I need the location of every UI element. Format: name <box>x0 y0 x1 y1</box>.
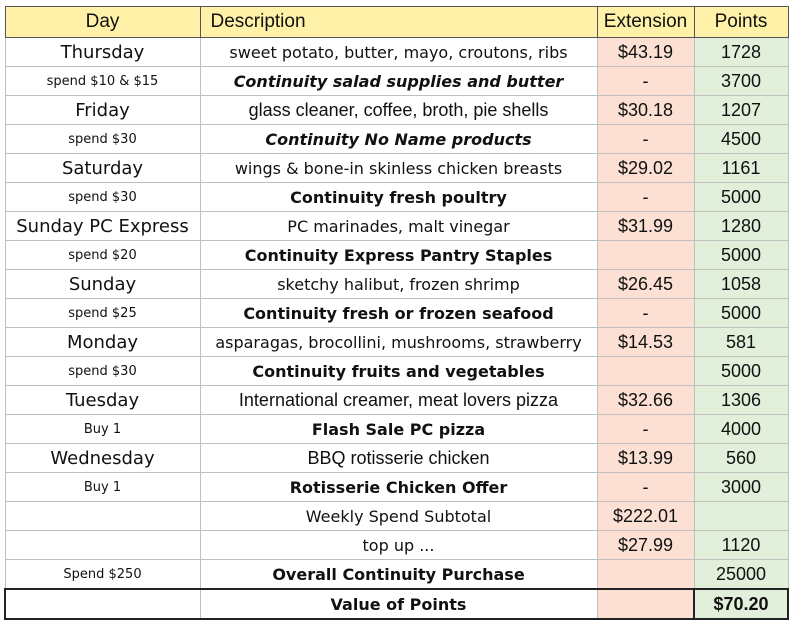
total-points-cell[interactable]: $70.20 <box>694 589 788 619</box>
table-row <box>5 531 788 560</box>
extension-cell[interactable] <box>597 357 694 386</box>
extension-cell[interactable]: $43.19 <box>597 38 694 67</box>
day-cell[interactable]: spend $10 & $15 <box>5 67 200 96</box>
points-cell[interactable]: 581 <box>694 328 788 357</box>
table-row <box>5 125 788 154</box>
day-cell[interactable]: spend $30 <box>5 183 200 212</box>
day-cell[interactable]: Buy 1 <box>5 415 200 444</box>
description-cell[interactable]: Flash Sale PC pizza <box>200 415 597 444</box>
day-cell[interactable]: Friday <box>5 96 200 125</box>
description-cell[interactable]: Continuity fruits and vegetables <box>200 357 597 386</box>
description-cell[interactable]: Rotisserie Chicken Offer <box>200 473 597 502</box>
points-cell[interactable]: 1120 <box>694 531 788 560</box>
day-cell[interactable]: spend $30 <box>5 125 200 154</box>
table-row <box>5 473 788 502</box>
day-cell[interactable]: Tuesday <box>5 386 200 415</box>
description-cell[interactable]: BBQ rotisserie chicken <box>200 444 597 473</box>
points-cell[interactable]: 1161 <box>694 154 788 183</box>
description-cell[interactable]: International creamer, meat lovers pizza <box>200 386 597 415</box>
description-cell[interactable]: Continuity salad supplies and butter <box>200 67 597 96</box>
day-cell[interactable]: Buy 1 <box>5 473 200 502</box>
day-cell[interactable]: spend $20 <box>5 241 200 270</box>
points-cell[interactable]: 3700 <box>694 67 788 96</box>
table-row <box>5 444 788 473</box>
description-cell[interactable]: Continuity fresh poultry <box>200 183 597 212</box>
points-cell[interactable]: 1728 <box>694 38 788 67</box>
points-cell[interactable]: 560 <box>694 444 788 473</box>
description-cell[interactable]: Overall Continuity Purchase <box>200 560 597 590</box>
extension-cell[interactable]: $27.99 <box>597 531 694 560</box>
table-row <box>5 560 788 590</box>
extension-cell[interactable]: $222.01 <box>597 502 694 531</box>
points-cell[interactable]: 5000 <box>694 357 788 386</box>
points-cell[interactable]: 1280 <box>694 212 788 241</box>
table-row <box>5 357 788 386</box>
points-cell[interactable]: 4500 <box>694 125 788 154</box>
table-row <box>5 67 788 96</box>
day-cell[interactable] <box>5 531 200 560</box>
points-cell[interactable]: 5000 <box>694 241 788 270</box>
total-extension-cell[interactable] <box>597 589 694 619</box>
day-cell[interactable]: Spend $250 <box>5 560 200 590</box>
day-cell[interactable] <box>5 502 200 531</box>
description-cell[interactable]: top up ... <box>200 531 597 560</box>
table-row <box>5 415 788 444</box>
extension-cell[interactable]: - <box>597 415 694 444</box>
table-row <box>5 154 788 183</box>
day-cell[interactable]: spend $30 <box>5 357 200 386</box>
extension-cell[interactable]: - <box>597 183 694 212</box>
header-day[interactable]: Day <box>5 7 200 38</box>
extension-cell[interactable] <box>597 560 694 590</box>
table-row <box>5 270 788 299</box>
points-cell[interactable]: 5000 <box>694 183 788 212</box>
extension-cell[interactable]: $31.99 <box>597 212 694 241</box>
description-cell[interactable]: sweet potato, butter, mayo, croutons, ribs <box>200 38 597 67</box>
extension-cell[interactable]: $14.53 <box>597 328 694 357</box>
day-cell[interactable]: Thursday <box>5 38 200 67</box>
total-description-cell[interactable]: Value of Points <box>200 589 597 619</box>
extension-cell[interactable]: - <box>597 299 694 328</box>
table-row <box>5 502 788 531</box>
total-row <box>5 589 788 619</box>
table-row <box>5 212 788 241</box>
points-cell[interactable]: 5000 <box>694 299 788 328</box>
description-cell[interactable]: wings & bone-in skinless chicken breasts <box>200 154 597 183</box>
points-cell[interactable]: 1306 <box>694 386 788 415</box>
points-cell[interactable]: 3000 <box>694 473 788 502</box>
table-row <box>5 96 788 125</box>
description-cell[interactable]: sketchy halibut, frozen shrimp <box>200 270 597 299</box>
description-cell[interactable]: PC marinades, malt vinegar <box>200 212 597 241</box>
table-row <box>5 386 788 415</box>
total-day-cell[interactable] <box>5 589 200 619</box>
description-cell[interactable]: Continuity Express Pantry Staples <box>200 241 597 270</box>
table-row <box>5 241 788 270</box>
description-cell[interactable]: Continuity No Name products <box>200 125 597 154</box>
points-cell[interactable] <box>694 502 788 531</box>
extension-cell[interactable]: $26.45 <box>597 270 694 299</box>
table-row <box>5 38 788 67</box>
extension-cell[interactable]: $13.99 <box>597 444 694 473</box>
points-cell[interactable]: 4000 <box>694 415 788 444</box>
points-spreadsheet <box>4 6 789 620</box>
table-row <box>5 183 788 212</box>
day-cell[interactable]: Wednesday <box>5 444 200 473</box>
day-cell[interactable]: Sunday PC Express <box>5 212 200 241</box>
day-cell[interactable]: Monday <box>5 328 200 357</box>
description-cell[interactable]: Weekly Spend Subtotal <box>200 502 597 531</box>
extension-cell[interactable]: - <box>597 473 694 502</box>
extension-cell[interactable]: $29.02 <box>597 154 694 183</box>
extension-cell[interactable]: $30.18 <box>597 96 694 125</box>
table-row <box>5 299 788 328</box>
header-extension[interactable]: Extension <box>597 7 694 38</box>
points-cell[interactable]: 1207 <box>694 96 788 125</box>
extension-cell[interactable] <box>597 241 694 270</box>
description-cell[interactable]: glass cleaner, coffee, broth, pie shells <box>200 96 597 125</box>
points-cell[interactable]: 25000 <box>694 560 788 590</box>
extension-cell[interactable]: $32.66 <box>597 386 694 415</box>
extension-cell[interactable]: - <box>597 125 694 154</box>
description-cell[interactable]: Continuity fresh or frozen seafood <box>200 299 597 328</box>
points-cell[interactable]: 1058 <box>694 270 788 299</box>
description-cell[interactable]: asparagas, brocollini, mushrooms, strawberry <box>200 328 597 357</box>
table-row <box>5 328 788 357</box>
day-cell[interactable]: Saturday <box>5 154 200 183</box>
day-cell[interactable]: spend $25 <box>5 299 200 328</box>
extension-cell[interactable]: - <box>597 67 694 96</box>
header-description[interactable]: Description <box>200 7 597 38</box>
header-points[interactable]: Points <box>694 7 788 38</box>
day-cell[interactable]: Sunday <box>5 270 200 299</box>
header-row <box>5 7 788 38</box>
